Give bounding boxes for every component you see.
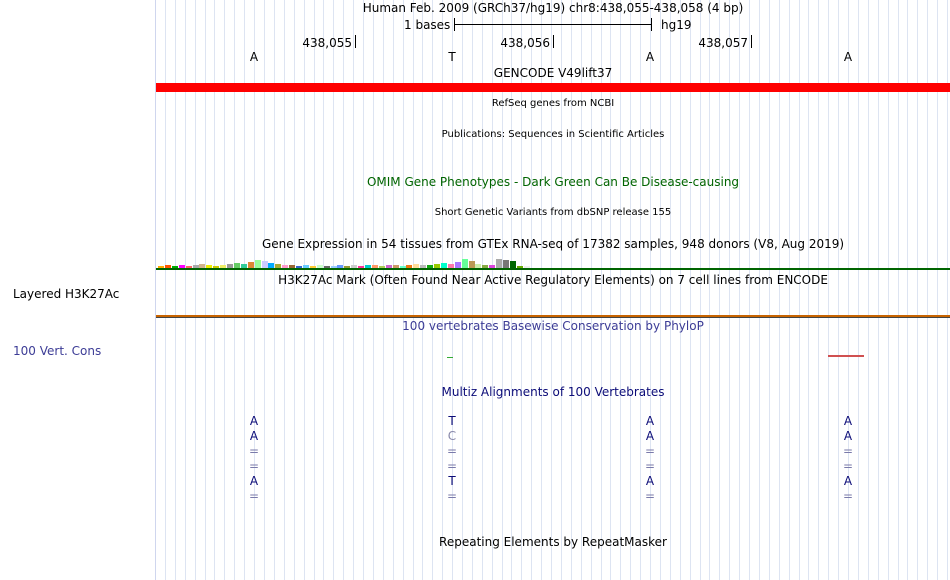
track-image-area[interactable] — [156, 0, 950, 580]
aligned-base: = — [446, 444, 458, 458]
track-label-h3k27ac[interactable]: Layered H3K27Ac — [13, 287, 120, 301]
track-title-phylop: 100 vertebrates Basewise Conservation by PhyloP — [402, 319, 704, 333]
track-title-gtex: Gene Expression in 54 tissues from GTEx RNA-seq of 17382 samples, 948 donors (V8, Aug 2019) — [261, 237, 845, 251]
gencode-gene-bar[interactable] — [156, 83, 950, 92]
aligned-base: A — [843, 429, 853, 443]
track-title-publications: Publications: Sequences in Scientific Articles — [441, 129, 665, 140]
aligned-base: = — [842, 489, 854, 503]
track-label-phylop[interactable]: 100 Vert. Cons — [13, 344, 102, 358]
aligned-base: A — [249, 429, 259, 443]
scale-ruler — [156, 17, 950, 33]
track-title-multiz: Multiz Alignments of 100 Vertebrates — [441, 385, 665, 399]
aligned-base: = — [248, 459, 260, 473]
track-title-omim: OMIM Gene Phenotypes - Dark Green Can Be Disease-causing — [366, 175, 740, 189]
gtex-tissue-bar[interactable] — [462, 259, 468, 268]
phylop-mark-t — [447, 357, 453, 358]
window-position-value: Human Feb. 2009 (GRCh37/hg19) chr8:438,055-438,058 (4 bp) — [362, 1, 744, 15]
track-title-h3k27ac: H3K27Ac Mark (Often Found Near Active Regulatory Elements) on 7 cell lines from ENCODE — [278, 273, 828, 287]
track-title-repeatmasker: Repeating Elements by RepeatMasker — [439, 535, 667, 549]
aligned-base: = — [446, 459, 458, 473]
gtex-tissue-bar[interactable] — [503, 260, 509, 268]
aligned-base: = — [842, 444, 854, 458]
aligned-base: = — [248, 489, 260, 503]
scale-bar — [454, 24, 651, 25]
scale-value: 1 bases — [404, 18, 451, 32]
aligned-base: T — [448, 474, 456, 488]
aligned-base: A — [645, 429, 655, 443]
aligned-base: T — [448, 414, 456, 428]
track-title-refseq: RefSeq genes from NCBI — [491, 98, 615, 109]
reference-base: T — [448, 50, 456, 64]
ruler-position-label: 438,056 — [500, 36, 550, 50]
aligned-base: = — [446, 489, 458, 503]
gtex-expression-bars[interactable] — [156, 252, 950, 268]
aligned-base: = — [644, 489, 656, 503]
gtex-tissue-bar[interactable] — [262, 261, 268, 268]
scale-bar-right-cap — [651, 18, 652, 31]
scale-assembly: hg19 — [661, 18, 692, 32]
reference-base: A — [843, 50, 853, 64]
track-title-gencode: GENCODE V49lift37 — [493, 66, 613, 80]
ruler-position-label: 438,055 — [302, 36, 352, 50]
scale-bar-left-cap — [454, 18, 455, 31]
gtex-tissue-bar[interactable] — [496, 259, 502, 268]
gtex-tissue-bar[interactable] — [255, 260, 261, 268]
reference-base: A — [645, 50, 655, 64]
aligned-base: C — [447, 429, 457, 443]
aligned-base: = — [644, 444, 656, 458]
aligned-base: = — [248, 444, 260, 458]
reference-base: A — [249, 50, 259, 64]
track-title-dbsnp: Short Genetic Variants from dbSNP release 155 — [434, 207, 672, 218]
ruler-tick — [553, 35, 554, 48]
aligned-base: A — [249, 414, 259, 428]
ruler-tick — [751, 35, 752, 48]
aligned-base: = — [644, 459, 656, 473]
gtex-tissue-bar[interactable] — [510, 261, 516, 268]
aligned-base: A — [843, 474, 853, 488]
phylop-mark-a — [828, 355, 864, 357]
aligned-base: A — [645, 414, 655, 428]
ruler-position-label: 438,057 — [698, 36, 748, 50]
h3k27ac-signal-line — [156, 315, 950, 318]
gtex-tissue-bar[interactable] — [469, 261, 475, 268]
gtex-baseline — [156, 268, 950, 270]
ruler-tick — [355, 35, 356, 48]
track-labels-column — [0, 0, 155, 580]
aligned-base: A — [843, 414, 853, 428]
aligned-base: = — [842, 459, 854, 473]
aligned-base: A — [249, 474, 259, 488]
aligned-base: A — [645, 474, 655, 488]
